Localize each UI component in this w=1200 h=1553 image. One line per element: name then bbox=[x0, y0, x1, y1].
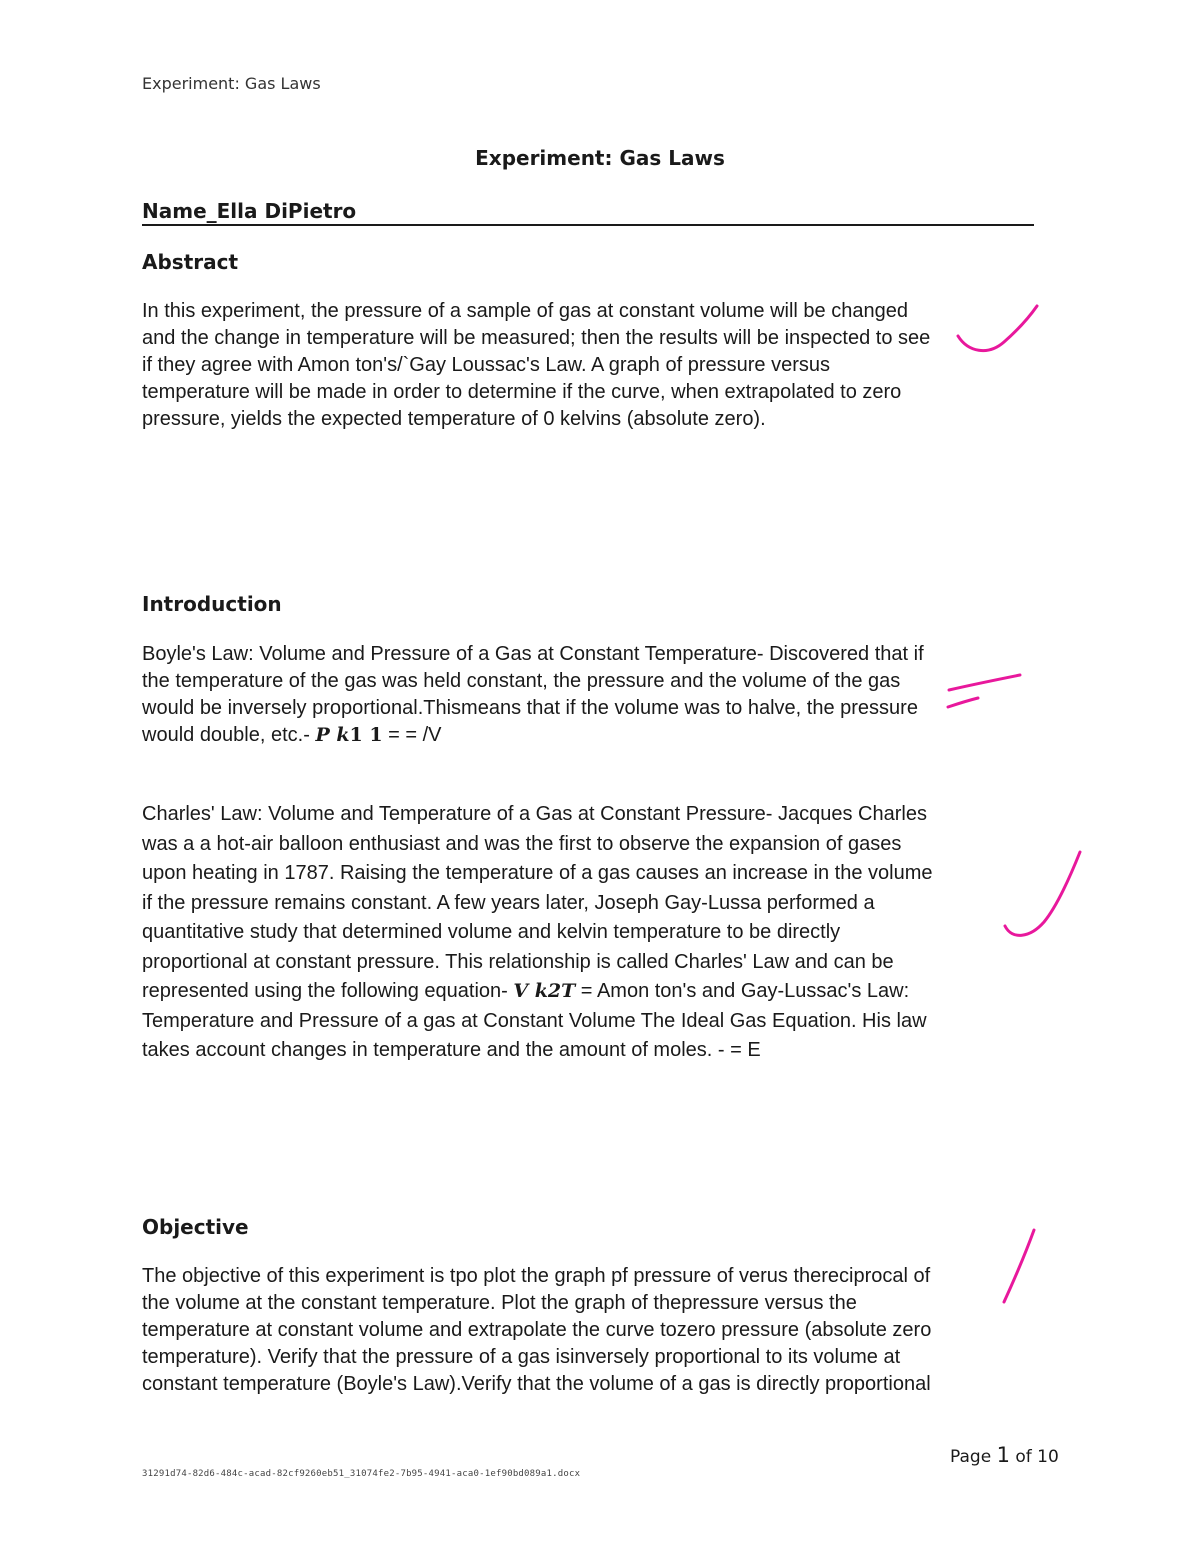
text-line: and the change in temperature will be measured; then the results will be inspected to see bbox=[142, 327, 931, 349]
charles-equation: V k2T bbox=[513, 980, 576, 1002]
page-current: 1 bbox=[996, 1443, 1010, 1467]
text-line: The objective of this experiment is tpo plot the graph pf pressure of verus thereciprocal of bbox=[142, 1265, 931, 1287]
boyle-last-prefix: would double, etc.- bbox=[142, 724, 316, 746]
text-line: pressure, yields the expected temperature of 0 kelvins (absolute zero). bbox=[142, 408, 766, 430]
text-line bbox=[142, 977, 1062, 1007]
text-line: quantitative study that determined volume and kelvin temperature to be directly bbox=[142, 921, 841, 943]
page-label: Page bbox=[950, 1447, 992, 1467]
charles-eq-prefix: represented using the following equation- bbox=[142, 980, 514, 1002]
text-line: temperature at constant volume and extrapolate the curve tozero pressure (absolute zero bbox=[142, 1319, 932, 1341]
page-of: of bbox=[1015, 1447, 1032, 1467]
text-line: would be inversely proportional.Thismeans that if the volume was to halve, the pressure bbox=[142, 697, 918, 719]
text-line: Charles' Law: Volume and Temperature of a Gas at Constant Pressure- Jacques Charles bbox=[142, 803, 927, 825]
text-line: proportional at constant pressure. This relationship is called Charles' Law and can be bbox=[142, 950, 894, 973]
text-line: the temperature of the gas was held constant, the pressure and the volume of the gas bbox=[142, 670, 901, 692]
text-line: Boyle's Law: Volume and Pressure of a Gas at Constant Temperature- Discovered that if bbox=[142, 643, 924, 665]
text-line: temperature will be made in order to determine if the curve, when extrapolated to zero bbox=[142, 381, 902, 403]
objective-paragraph bbox=[142, 1263, 1062, 1398]
name-line: Name_Ella DiPietro bbox=[142, 199, 1034, 226]
text-line: Temperature and Pressure of a gas at Constant Volume The Ideal Gas Equation. His law bbox=[142, 1009, 927, 1032]
abstract-heading: Abstract bbox=[142, 250, 239, 274]
document-title: Experiment: Gas Laws bbox=[475, 146, 725, 170]
text-line: upon heating in 1787. Raising the temperature of a gas causes an increase in the volume bbox=[142, 862, 933, 884]
text-line: In this experiment, the pressure of a sample of gas at constant volume will be changed bbox=[142, 300, 908, 322]
introduction-heading: Introduction bbox=[142, 592, 282, 616]
boyle-paragraph bbox=[142, 641, 1062, 749]
page-number bbox=[950, 1443, 1059, 1467]
boyle-equation-variables: P k bbox=[315, 724, 350, 746]
footer-filename: 31291d74-82d6-484c-acad-82cf9260eb51_31074fe2-7b95-4941-aca0-1ef90bd089a1.docx bbox=[142, 1469, 581, 1479]
text-line: if the pressure remains constant. A few years later, Joseph Gay-Lussa performed a bbox=[142, 891, 875, 914]
charles-paragraph bbox=[142, 800, 1062, 1066]
text-line bbox=[142, 722, 1062, 749]
running-header: Experiment: Gas Laws bbox=[142, 74, 321, 93]
page-total: 10 bbox=[1037, 1447, 1059, 1467]
text-line: constant temperature (Boyle's Law).Verify that the volume of a gas is directly proportional bbox=[142, 1373, 931, 1395]
objective-heading: Objective bbox=[142, 1215, 249, 1239]
text-line: if they agree with Amon ton's/`Gay Loussac's Law. A graph of pressure versus bbox=[142, 354, 830, 376]
boyle-last-suffix: = = /V bbox=[382, 724, 442, 746]
text-line: was a a hot-air balloon enthusiast and was the first to observe the expansion of gases bbox=[142, 832, 902, 855]
charles-eq-suffix: = Amon ton's and Gay-Lussac's Law: bbox=[575, 980, 910, 1002]
boyle-equation-numbers: 1 1 bbox=[349, 724, 383, 746]
text-line: the volume at the constant temperature. Plot the graph of thepressure versus the bbox=[142, 1292, 857, 1314]
text-line: temperature). Verify that the pressure of a gas isinversely proportional to its volume at bbox=[142, 1346, 901, 1368]
text-line: takes account changes in temperature and the amount of moles. - = E bbox=[142, 1039, 761, 1061]
abstract-paragraph bbox=[142, 298, 1062, 433]
